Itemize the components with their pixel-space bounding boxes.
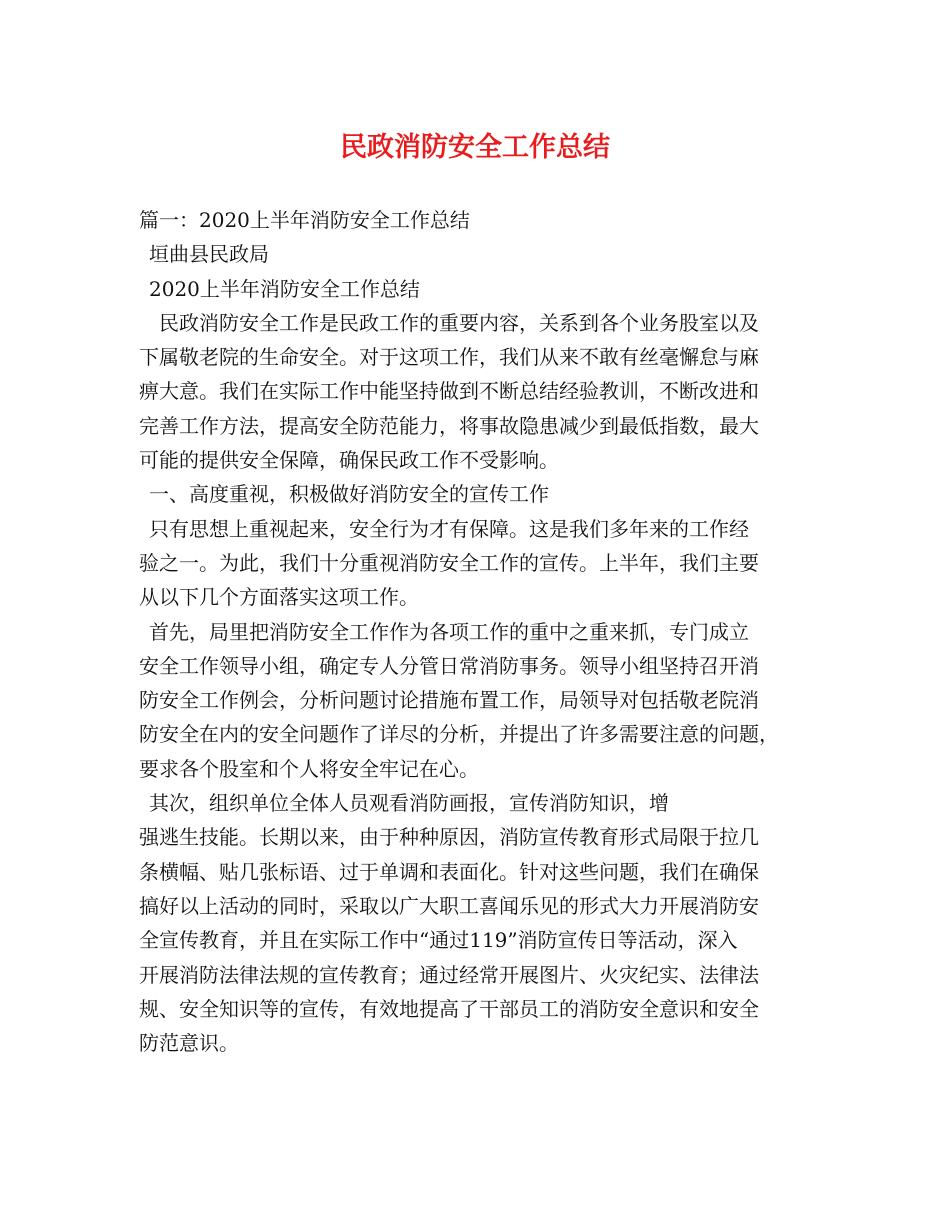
text-line: 安全工作领导小组，确定专人分管日常消防事务。领导小组坚持召开消 [139,653,759,678]
text-line: 搞好以上活动的同时，采取以广大职工喜闻乐见的形式大力开展消防安 [139,893,759,918]
text-line: 强逃生技能。长期以来，由于种种原因，消防宣传教育形式局限于拉几 [139,825,759,850]
text-line: 其次，组织单位全体人员观看消防画报，宣传消防知识，增 [149,791,669,816]
text-line: 全宣传教育，并且在实际工作中“通过119”消防宣传日等活动，深入 [139,928,738,953]
text-line: 条横幅、贴几张标语、过于单调和表面化。针对这些问题，我们在确保 [139,859,759,884]
text-line: 2020上半年消防安全工作总结 [149,276,420,301]
text-line: 下属敬老院的生命安全。对于这项工作，我们从来不敢有丝毫懈怠与麻 [139,345,759,370]
text-line: 只有思想上重视起来，安全行为才有保障。这是我们多年来的工作经 [149,516,749,541]
text-line: 首先，局里把消防安全工作作为各项工作的重中之重来抓，专门成立 [149,619,749,644]
text-line: 验之一。为此，我们十分重视消防安全工作的宣传。上半年，我们主要 [139,550,759,575]
text-line: 要求各个股室和个人将安全牢记在心。 [139,756,479,781]
text-line: 民政消防安全工作是民政工作的重要内容，关系到各个业务股室以及 [159,310,759,335]
text-line: 完善工作方法，提高安全防范能力，将事故隐患减少到最低指数，最大 [139,413,759,438]
text-line: 开展消防法律法规的宣传教育；通过经常开展图片、火灾纪实、法律法 [139,962,759,987]
text-line: 防安全在内的安全问题作了详尽的分析，并提出了许多需要注意的问题， [139,722,779,747]
text-line: 规、安全知识等的宣传，有效地提高了干部员工的消防安全意识和安全 [139,996,759,1021]
text-line: 防安全工作例会，分析问题讨论措施布置工作，局领导对包括敬老院消 [139,688,759,713]
text-line: 垣曲县民政局 [149,242,269,267]
text-line: 从以下几个方面落实这项工作。 [139,585,419,610]
text-line: 痹大意。我们在实际工作中能坚持做到不断总结经验教训，不断改进和 [139,379,759,404]
text-line: 篇一：2020上半年消防安全工作总结 [139,208,470,232]
section-heading: 一、高度重视，积极做好消防安全的宣传工作 [149,482,549,507]
text-line: 可能的提供安全保障，确保民政工作不受影响。 [139,448,559,473]
text-line: 防范意识。 [139,1031,239,1056]
document-title: 民政消防安全工作总结 [340,132,610,163]
document-body [139,203,829,1060]
